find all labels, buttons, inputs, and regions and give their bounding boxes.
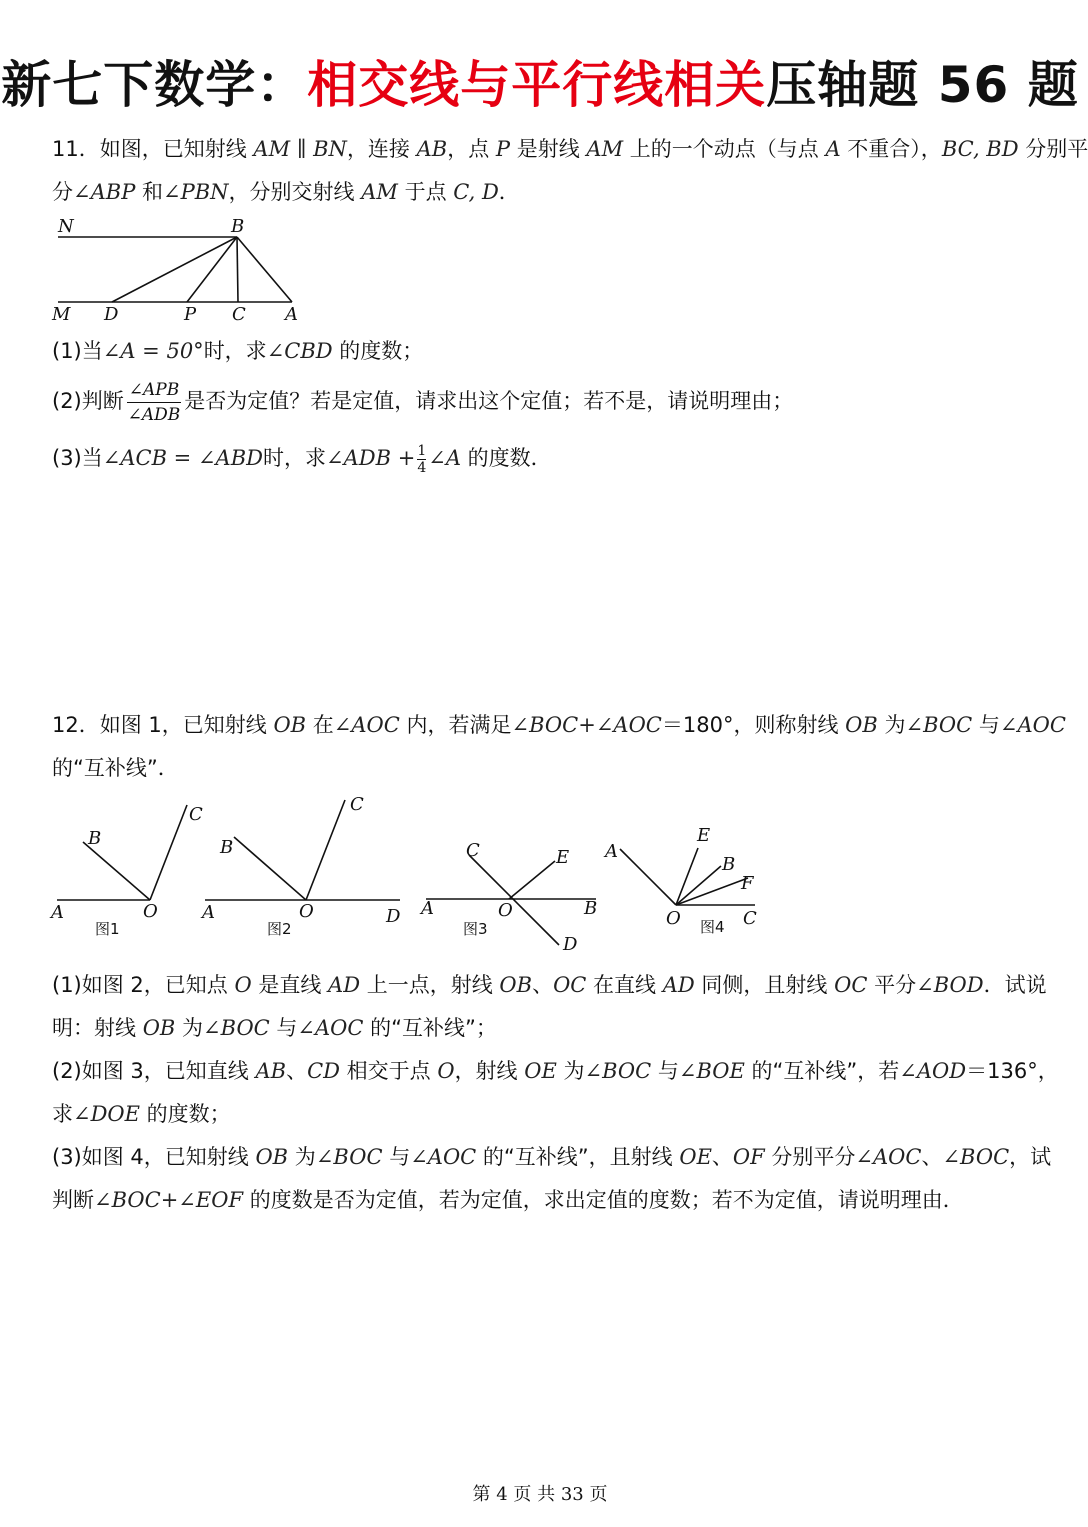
q12-sub3-line1: (3)如图 4，已知射线 OB 为∠BOC 与∠AOC 的“互补线”，且射线 OE、OF 分别平分∠AOC、∠BOC，试	[52, 1145, 1052, 1169]
q11-sub3: (3)当∠ACB = ∠ABD时，求∠ADB + $\frac{1}{4}$ ∠A 的度数．	[52, 442, 552, 476]
fig3-label-C: C	[466, 840, 480, 861]
fig1-label-A: A	[51, 902, 64, 923]
fig4-label-O: O	[666, 908, 681, 929]
fig4-caption: 图4	[700, 918, 725, 936]
fraction-apb-adb: $\frac{\text{∠APB}}{\text{∠ADB}}$	[127, 379, 181, 425]
fig1-label-O: O	[143, 901, 158, 922]
fig3-label-A: A	[421, 898, 434, 919]
fig3-label-E: E	[556, 847, 570, 868]
page-title	[0, 52, 1080, 118]
label-M: M	[52, 304, 71, 325]
fig4-label-F: F	[741, 873, 754, 894]
fig4-label-C: C	[743, 908, 757, 929]
fig2-caption: 图2	[267, 920, 292, 938]
q12-line2: 的“互补线”．	[52, 756, 179, 780]
fig2-label-A: A	[202, 902, 215, 923]
page-footer: 第 4 页 共 33 页	[472, 1484, 608, 1505]
fig2-label-C: C	[350, 794, 364, 815]
title-highlight: 相交线与平行线相关	[307, 56, 767, 114]
fig1-caption: 图1	[95, 920, 120, 938]
q12-figures	[0, 790, 800, 960]
label-A: A	[285, 304, 298, 325]
label-D: D	[104, 304, 119, 325]
fraction-one-quarter: $\frac{1}{4}$	[417, 442, 427, 476]
fig3-label-O: O	[498, 900, 513, 921]
q11-sub1: (1)当∠A = 50°时，求∠CBD 的度数；	[52, 339, 424, 363]
fig1-label-C: C	[189, 804, 203, 825]
fig2-label-D: D	[386, 906, 401, 927]
fig2-label-O: O	[299, 901, 314, 922]
q12-line1: 12．如图 1，已知射线 OB 在∠AOC 内，若满足∠BOC+∠AOC＝180°，则称射线 OB 为∠BOC 与∠AOC	[52, 713, 1066, 737]
fig3-caption: 图3	[463, 920, 488, 938]
q11-sub2: (2)判断 $\frac{\text{∠APB}}{\text{∠ADB}}$ 是否为定值？若是定值，请求出这个定值；若不是，请说明理由；	[52, 379, 794, 425]
fig4-label-E: E	[697, 825, 711, 846]
label-B: B	[231, 216, 245, 237]
q12-sub1-line2: 明：射线 OB 为∠BOC 与∠AOC 的“互补线”；	[52, 1016, 497, 1040]
fig4-label-A: A	[605, 841, 618, 862]
q12-sub3-line2: 判断∠BOC+∠EOF 的度数是否为定值，若为定值，求出定值的度数；若不为定值，请说明理由．	[52, 1188, 964, 1212]
fig3-label-B: B	[584, 898, 598, 919]
q11-line1: 11．如图，已知射线 AM ∥ BN，连接 AB，点 P 是射线 AM 上的一个动点（与点 A 不重合），BC, BD 分别平	[52, 137, 1088, 161]
q12-sub2-line2: 求∠DOE 的度数；	[52, 1102, 231, 1126]
label-C: C	[232, 304, 246, 325]
q12-sub2-line1: (2)如图 3，已知直线 AB、CD 相交于点 O，射线 OE 为∠BOC 与∠BOE 的“互补线”，若∠AOD＝136°，	[52, 1059, 1059, 1083]
q11-figure	[0, 210, 340, 330]
title-suffix: 压轴题 56 题	[766, 56, 1079, 114]
label-N: N	[58, 216, 74, 237]
fig1-label-B: B	[88, 828, 102, 849]
fig4-label-B: B	[722, 854, 736, 875]
q12-sub1-line1: (1)如图 2，已知点 O 是直线 AD 上一点，射线 OB、OC 在直线 AD 同侧，且射线 OC 平分∠BOD．试说	[52, 973, 1047, 997]
fig2-label-B: B	[220, 837, 234, 858]
q11-line2: 分∠ABP 和∠PBN，分别交射线 AM 于点 C, D．	[52, 180, 520, 204]
fig3-label-D: D	[563, 934, 578, 955]
label-P: P	[184, 304, 197, 325]
title-prefix: 新七下数学：	[1, 56, 308, 114]
